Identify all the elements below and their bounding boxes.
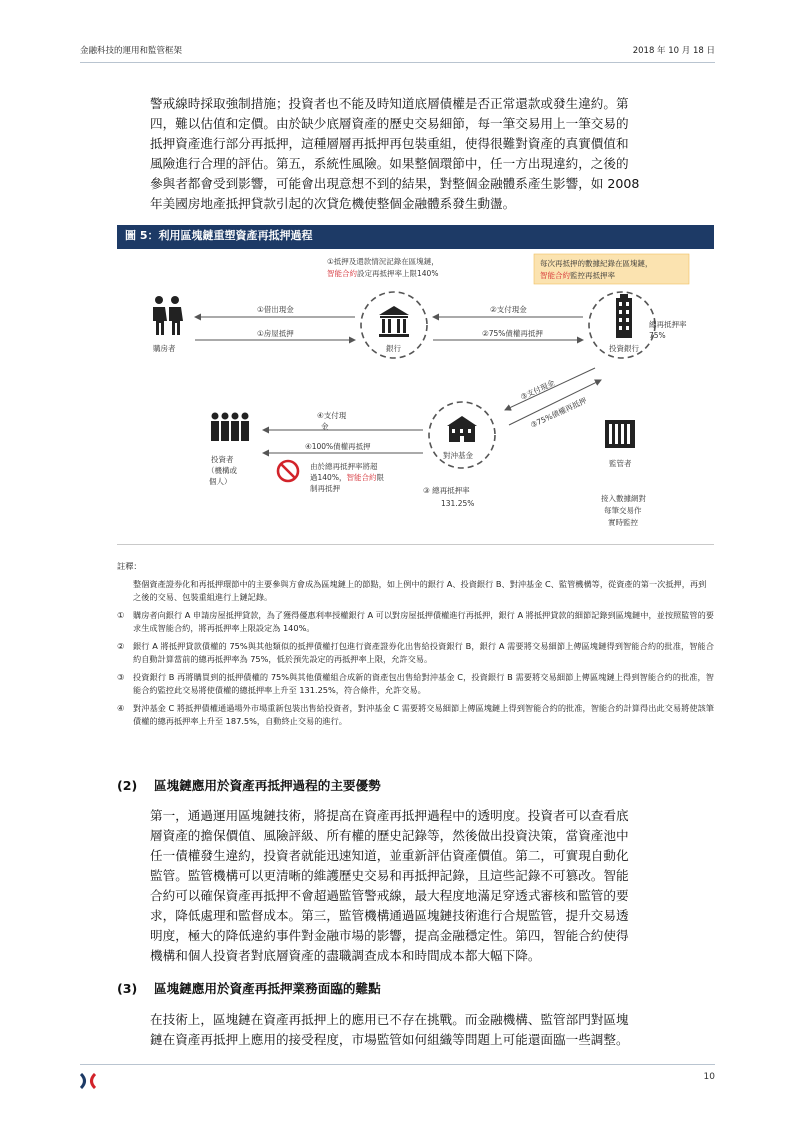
section-2-heading	[117, 775, 381, 794]
hf-rate-line1: ③ 總再抵押率	[423, 486, 470, 495]
section-2-line: 監管。監管機構可以更清晰的維護歷史交易和再抵押記錄，且這些記錄不可篡改。智能	[150, 868, 629, 883]
note-number: ③	[117, 672, 125, 682]
intro-paragraph	[150, 94, 716, 214]
arrow-label-pay-cash-4-line2: 金	[321, 422, 329, 431]
page-number: 10	[703, 1072, 715, 1082]
header-divider	[80, 62, 715, 63]
section-3-number: (3)	[117, 981, 138, 996]
investor-label-line2: （機構或	[207, 466, 237, 475]
footer-divider	[80, 1064, 715, 1065]
arrow-label-house-pledge: ①房屋抵押	[257, 329, 294, 338]
arrow-label-borrow-cash: ①借出現金	[257, 305, 294, 314]
note-item	[117, 640, 714, 666]
note-text: 銀行 A 將抵押貸款債權的 75%與其他類似的抵押債權打包進行資產證券化出售給投資銀行 B，銀行 A 需要將交易細節上傳區塊鏈得到智能合約的批准，智能合約自動計算當前的總再抵押率為 75%，低於預先設定的再抵押率上限，允許交易。	[133, 641, 714, 664]
section-2-paragraph	[150, 806, 716, 966]
bank-label: 銀行	[386, 344, 401, 353]
notes-intro: 整個資產證券化和再抵押環節中的主要參與方會成為區塊鏈上的節點，如上例中的銀行 A、投資銀行 B、對沖基金 C、監管機構等，從資產的第一次抵押，再到之後的交易、包裝重組進行上鏈記錄。	[133, 579, 707, 602]
regulator-note-line3: 實時監控	[608, 518, 638, 527]
note-item	[117, 702, 714, 728]
note-text: 購房者向銀行 A 申請房屋抵押貸款，為了獲得優惠利率授權銀行 A 可以對房屋抵押債權進行再抵押，銀行 A 將抵押貸款的細節記錄到區塊鏈中，並按照監管的要求生成智能合約，將再抵押率上限設定為 140%。	[133, 610, 714, 633]
arrow-label-pay-cash-4-line1: ④支付現	[317, 411, 347, 420]
intro-line: 警戒線時採取強制措施；投資者也不能及時知道底層債權是否正常還款或發生違約。第	[150, 96, 629, 111]
ib-rate-line1: 總再抵押率	[649, 320, 687, 329]
section-2-line: 第一，通過運用區塊鏈技術，將提高在資產再抵押過程中的透明度。投資者可以查看底	[150, 808, 629, 823]
regulator-note-line1: 接入數據網對	[601, 494, 646, 503]
note-number: ④	[117, 703, 125, 713]
section-2-line: 求，降低處理和監督成本。第三，監管機構通過區塊鏈技術進行合規監管，提升交易透	[150, 908, 629, 923]
section-2-number: (2)	[117, 778, 138, 793]
section-2-line: 合約可以確保資產再抵押不會超過監管警戒線，最大程度地滿足穿透式審核和監管的要	[150, 888, 629, 903]
intro-line: 風險進行合理的評估。第五，系統性風險。如果整個環節中，任一方出現違約，之後的	[150, 156, 629, 171]
hedge-fund-label: 對沖基金	[443, 451, 473, 460]
running-header-title: 金融科技的運用和監管框架	[80, 46, 183, 56]
section-2-line: 任一債權發生違約，投資者就能迅速知道，並重新評估資產價值。第二，可實現自動化	[150, 848, 629, 863]
top-note-line2: 智能合約設定再抵押率上限140%	[327, 269, 439, 278]
regulator-icon	[605, 420, 635, 448]
running-header-date: 2018 年 10 月 18 日	[632, 46, 715, 56]
note-text: 投資銀行 B 再將購買到的抵押債權的 75%與其他債權組合成新的資產包出售給對沖基金 C，投資銀行 B 需要將交易細節上傳區塊鏈上得到智能合約的批准，智能合約監控此交易將使債權的總抵押率上升至 131.25%，符合條件，允許交易。	[133, 672, 714, 695]
note-item	[117, 671, 714, 697]
investment-bank-label: 投資銀行	[609, 344, 639, 353]
hedge-fund-icon	[447, 416, 477, 442]
blocked-note-line3: 制再抵押	[310, 484, 340, 493]
regulator-label: 監管者	[609, 459, 632, 468]
figure-title-rule	[117, 247, 714, 249]
homebuyer-label: 購房者	[153, 344, 176, 353]
top-note-line1: ①抵押及還款情況記錄在區塊鏈，	[327, 257, 439, 266]
section-2-title: 區塊鏈應用於資產再抵押過程的主要優勢	[154, 778, 381, 793]
note-number: ②	[117, 641, 125, 651]
prohibited-icon	[278, 461, 298, 481]
bank-icon	[379, 306, 409, 337]
smart-contract-red: 智能合約	[327, 269, 357, 278]
intro-line: 四，難以估值和定價。由於缺少底層資產的歷史交易細節，每一筆交易用上一筆交易的	[150, 116, 629, 131]
section-3-heading	[117, 978, 381, 997]
note-item	[117, 609, 714, 635]
investors-icon	[211, 413, 249, 442]
investment-bank-icon	[616, 294, 632, 338]
rehypothecation-diagram	[117, 250, 714, 542]
arrow-label-debt-pledge-4: ④100%債權再抵押	[305, 442, 371, 451]
blocked-note-line2: 過140%，智能合約限	[310, 473, 384, 482]
arrow-label-pay-cash-3: ③支付現金	[519, 378, 557, 402]
section-3-paragraph	[150, 1010, 716, 1050]
notes-divider	[117, 544, 714, 554]
figure-title: 圖 5：利用區塊鏈重塑資產再抵押過程	[117, 225, 714, 247]
section-2-line: 層資產的擔保價值、風險評級、所有權的歷史記錄等，然後做出投資決策，當資產池中	[150, 828, 629, 843]
arrow-label-debt-pledge-3: ③75%債權再抵押	[529, 395, 589, 430]
section-3-title: 區塊鏈應用於資產再抵押業務面臨的難點	[154, 981, 381, 996]
investor-label-line1: 投資者	[211, 455, 234, 464]
intro-line: 參與者都會受到影響，可能會出現意想不到的結果，對整個金融體系產生影響，如 2008	[150, 176, 640, 191]
intro-line: 抵押資產進行部分再抵押，這種層層再抵押再包裝重組，使得很難對資產的真實價值和	[150, 136, 629, 151]
section-2-line: 明度，極大的降低違約事件對金融市場的影響，提高金融穩定性。第四，智能合約使得	[150, 928, 629, 943]
section-3-line: 在技術上，區塊鏈在資產再抵押上的應用已不存在挑戰。而金融機構、監管部門對區塊	[150, 1012, 629, 1027]
hf-rate-line2: 131.25%	[441, 499, 475, 508]
regulator-note-line2: 每筆交易作	[604, 506, 642, 515]
intro-line: 年美國房地產抵押貸款引起的次貸危機使整個金融體系發生動盪。	[150, 196, 516, 211]
arrow-label-debt-pledge-2: ②75%債權再抵押	[482, 329, 543, 338]
section-2-line: 機構和個人投資者對底層資產的盡職調查成本和時間成本都大幅下降。	[150, 948, 541, 963]
figure-notes	[117, 560, 714, 733]
note-number: ①	[117, 610, 125, 620]
note-text: 對沖基金 C 將抵押債權通過場外市場重新包裝出售給投資者，對沖基金 C 需要將交易細節上傳區塊鏈上得到智能合約的批准，智能合約計算得出此交易將使該筆債權的總再抵押率上升至 187.5%，自動終止交易的進行。	[133, 703, 714, 726]
notes-label: 註釋：	[117, 561, 142, 571]
yellow-note-line2: 智能合約監控再抵押率	[540, 271, 615, 280]
arrow-label-pay-cash-2: ②支付現金	[490, 305, 527, 314]
hkex-logo-icon	[80, 1073, 96, 1089]
blocked-note-line1: 由於總再抵押率將超	[310, 462, 378, 471]
homebuyer-icon	[153, 296, 183, 335]
investor-label-line3: 個人）	[209, 477, 232, 486]
yellow-note-line1: 每次再抵押的數據紀錄在區塊鏈，	[540, 259, 653, 268]
ib-rate-line2: 75%	[649, 331, 666, 340]
section-3-line: 鏈在資產再抵押上應用的接受程度，市場監管如何組織等問題上可能還面臨一些調整。	[150, 1032, 629, 1047]
